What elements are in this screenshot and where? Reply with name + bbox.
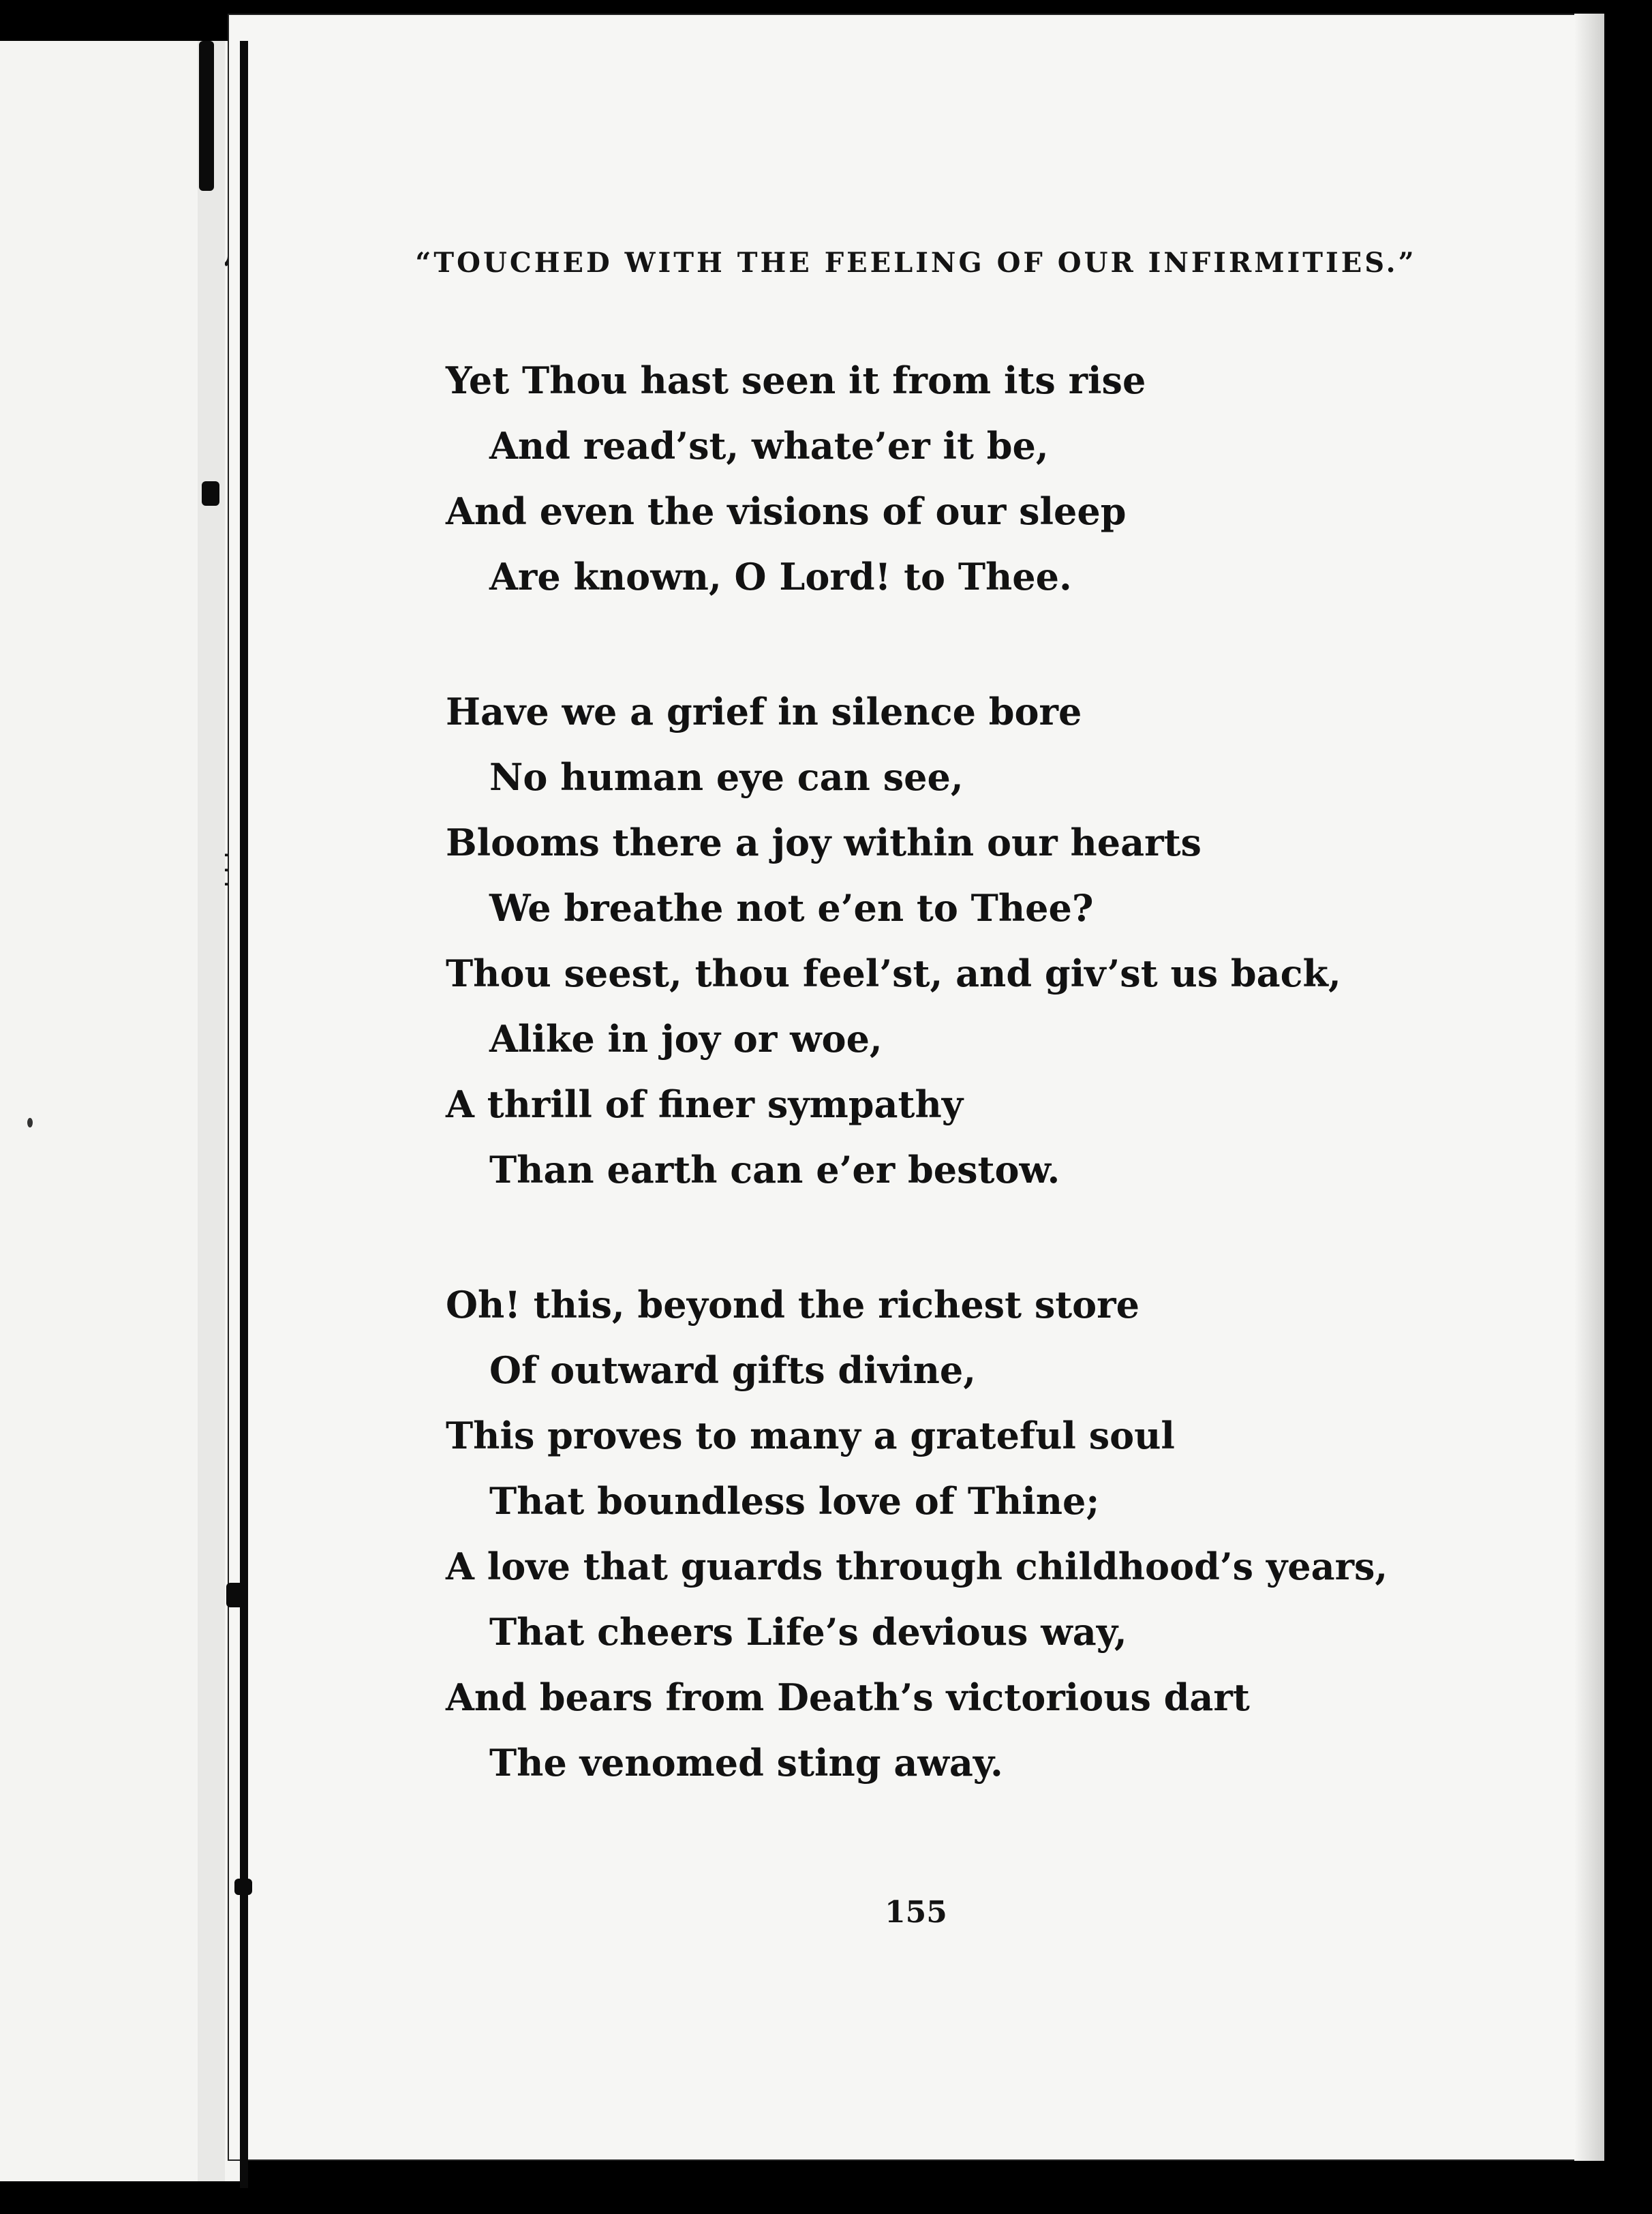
poem-line: Than earth can e’er bestow. bbox=[489, 1148, 1060, 1192]
spine-notch bbox=[199, 41, 214, 191]
running-head: “TOUCHED WITH THE FEELING OF OUR INFIRMITIES.” bbox=[415, 247, 1417, 279]
poem-line: Of outward gifts divine, bbox=[489, 1348, 976, 1392]
poem-line: And bears from Death’s victorious dart bbox=[446, 1675, 1250, 1719]
poem-line: And read’st, whate’er it be, bbox=[489, 424, 1049, 468]
poem-body bbox=[446, 348, 1468, 1865]
page-number: 155 bbox=[885, 1895, 947, 1930]
binding-gutter bbox=[198, 41, 225, 2181]
spine-notch bbox=[234, 1879, 252, 1895]
poem-line: No human eye can see, bbox=[489, 755, 964, 799]
poem-line: That cheers Life’s devious way, bbox=[489, 1610, 1127, 1654]
poem-line: Are known, O Lord! to Thee. bbox=[489, 555, 1072, 598]
poem-line: That boundless love of Thine; bbox=[489, 1479, 1100, 1523]
ink-speck bbox=[27, 1118, 33, 1127]
spine-notch bbox=[226, 1583, 244, 1607]
stanza bbox=[446, 348, 1468, 609]
poem-line: Blooms there a joy within our hearts bbox=[446, 821, 1202, 864]
poem-line: Have we a grief in silence bore bbox=[446, 690, 1082, 733]
poem-line: Yet Thou hast seen it from its rise bbox=[446, 359, 1146, 402]
stanza bbox=[446, 679, 1468, 1202]
spine-notch bbox=[202, 481, 219, 506]
poem-line: Oh! this, beyond the richest store bbox=[446, 1283, 1139, 1326]
poem-line: The venomed sting away. bbox=[489, 1741, 1003, 1785]
page-edge-shadow bbox=[1574, 14, 1604, 2161]
poem-line: Alike in joy or woe, bbox=[489, 1017, 883, 1061]
stanza bbox=[446, 1272, 1468, 1795]
poem-line: Thou seest, thou feel’st, and giv’st us back, bbox=[446, 952, 1341, 995]
poem-line: A love that guards through childhood’s years, bbox=[446, 1545, 1388, 1588]
poem-line: And even the visions of our sleep bbox=[446, 489, 1127, 533]
poem-line: This proves to many a grateful soul bbox=[446, 1414, 1175, 1457]
book-page bbox=[228, 14, 1604, 2161]
poem-line: We breathe not e’en to Thee? bbox=[489, 886, 1094, 930]
poem-line: A thrill of finer sympathy bbox=[446, 1082, 964, 1126]
spine-shadow-line bbox=[240, 41, 248, 2188]
